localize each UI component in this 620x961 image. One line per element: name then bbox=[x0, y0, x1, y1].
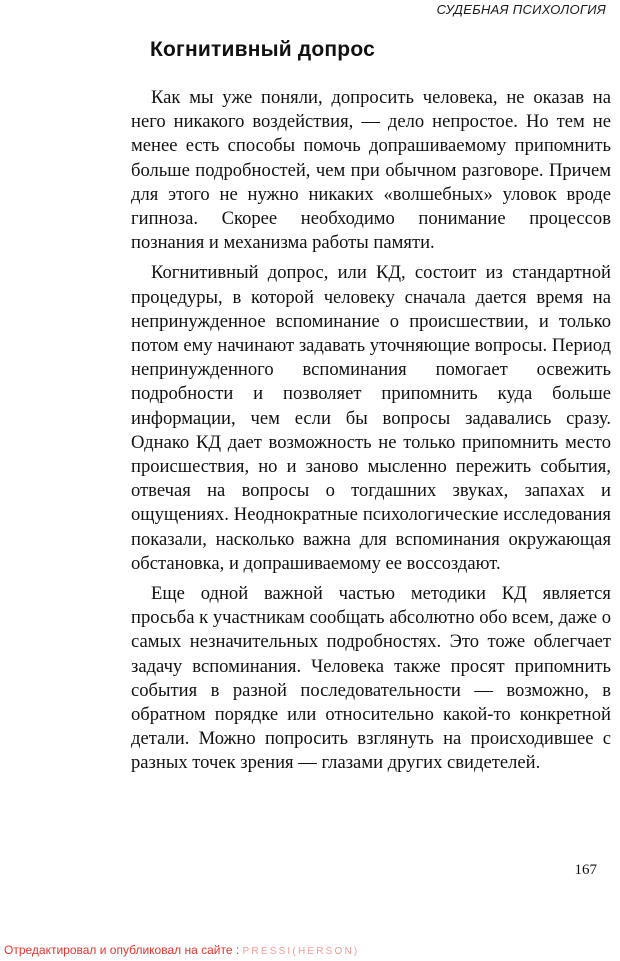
credit-text: Отредактировал и опубликовал на сайте bbox=[4, 943, 233, 957]
credit-separator: : bbox=[232, 943, 243, 957]
credit-site-link[interactable]: PRESSI(HERSON) bbox=[242, 946, 360, 957]
paragraph-2: Когнитивный допрос, или КД, состоит из стандартной процедуры, в которой человеку сначала дается время на непринужденное вспоминание о происшествии, и только потом ему начинают задавать уточняющие вопросы. Период непринужденного вспоминания помогает освежить подробности и позволяет припомнить куда больше информации, чем если бы вопросы задавались сразу. Однако КД дает возможность не только припомнить место происшествия, но и заново мысленно пережить события, отвечая на вопросы о тогдашних звуках, запахах и ощущениях. Неоднократные психологические исследования показали, насколько важна для вспоминания окружающая обстановка, и допрашиваемому ее воссоздают. bbox=[131, 262, 611, 574]
footer-credit bbox=[4, 943, 359, 957]
body-text bbox=[131, 86, 611, 776]
section-title: Когнитивный допрос bbox=[150, 38, 375, 61]
running-head: СУДЕБНАЯ ПСИХОЛОГИЯ bbox=[436, 2, 606, 17]
page-number: 167 bbox=[574, 862, 597, 878]
paragraph-1: Как мы уже поняли, допросить человека, не оказав на него никакого воздействия, — дело непростое. Но тем не менее есть способы помочь допрашиваемому припомнить больше подробностей, чем при обычном разговоре. Причем для этого не нужно никаких «волшебных» уловок вроде гипноза. Скорее необходимо понимание процессов познания и механизма работы памяти. bbox=[131, 87, 611, 254]
paragraph-3: Еще одной важной частью методики КД является просьба к участникам сообщать абсолютно обо всем, даже о самых незначительных подробностях. Это тоже облегчает задачу вспоминания. Человека также просят припомнить события в разной последовательности — возможно, в обратном порядке или относительно какой-то конкретной детали. Можно попросить взглянуть на происходившее с разных точек зрения — глазами других свидетелей. bbox=[131, 583, 611, 774]
